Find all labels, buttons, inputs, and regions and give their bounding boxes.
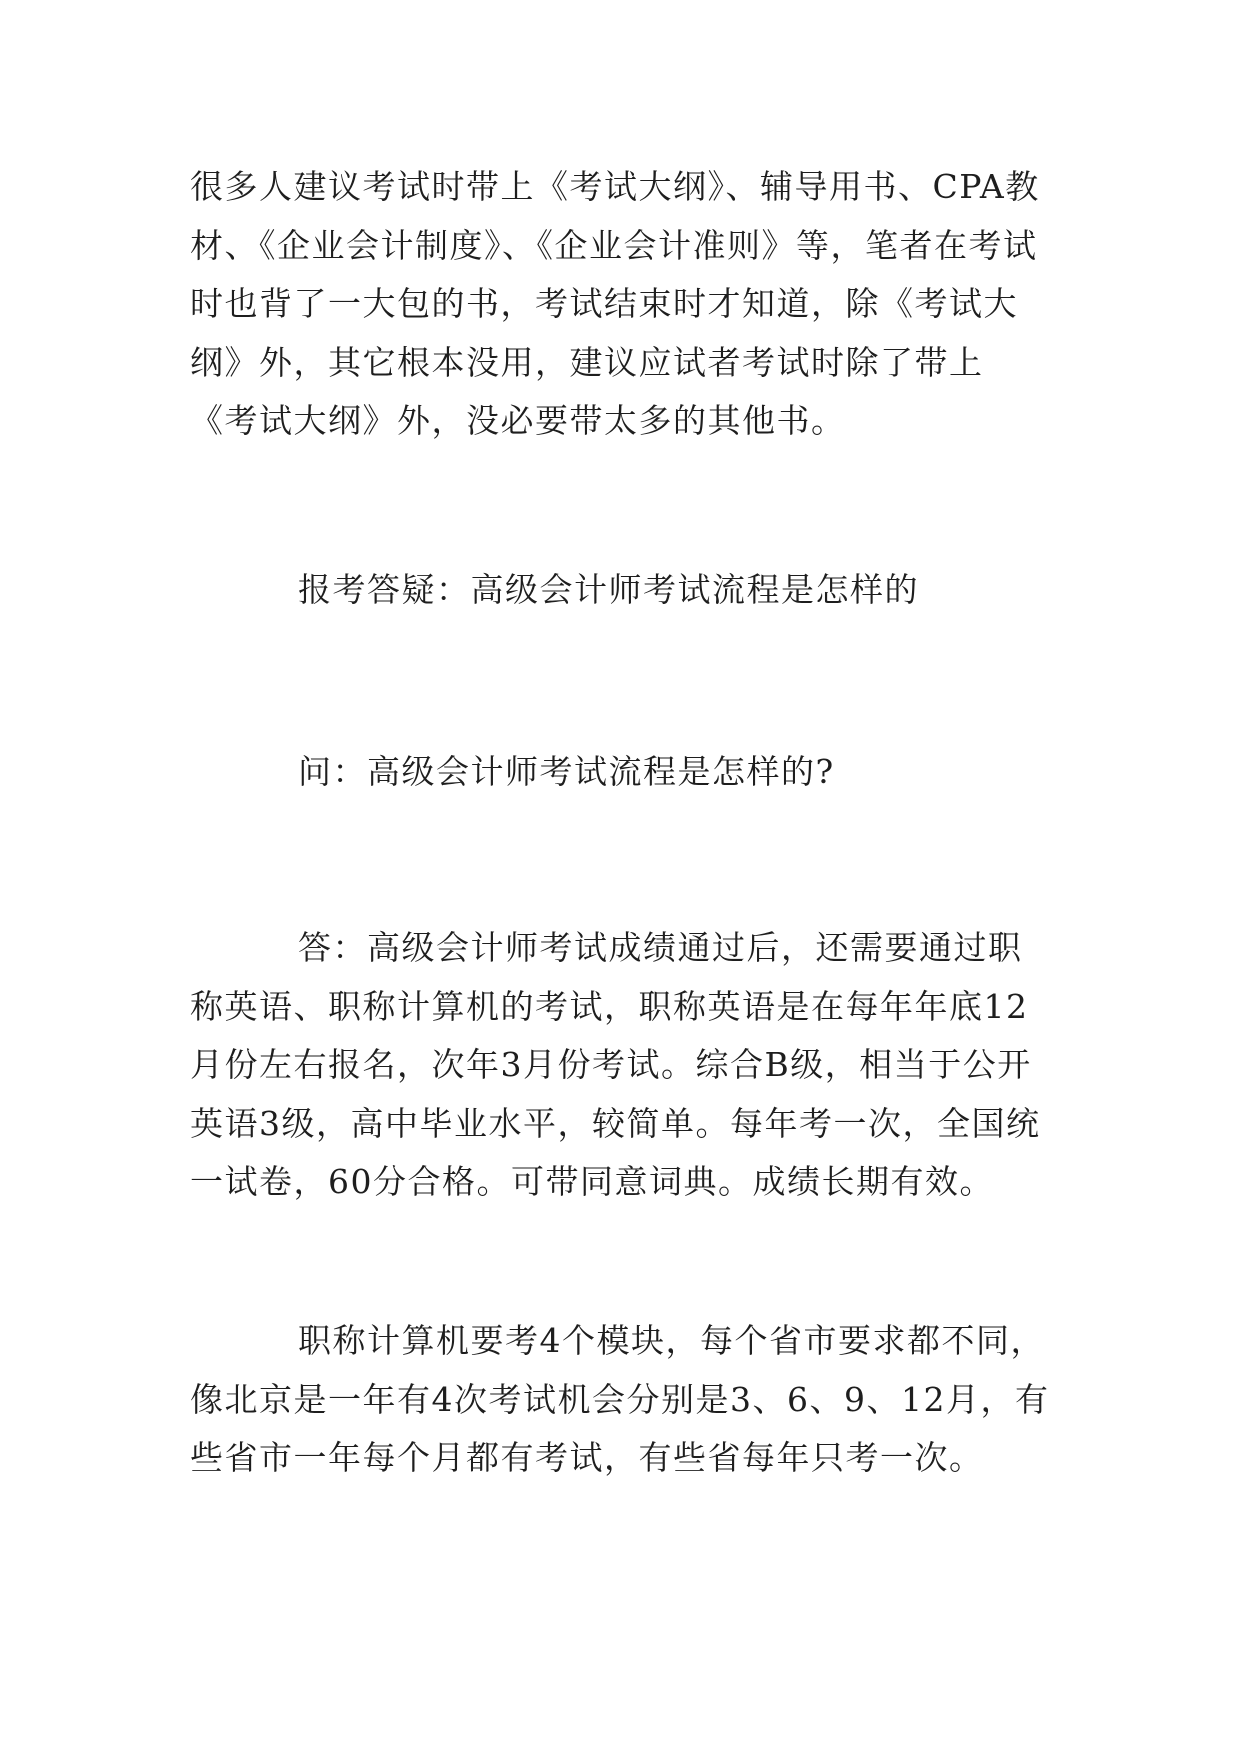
faq-heading: 报考答疑：高级会计师考试流程是怎样的	[298, 570, 919, 609]
answer-paragraph: 答：高级会计师考试成绩通过后，还需要通过职称英语、职称计算机的考试，职称英语是在每年年底12月份左右报名，次年3月份考试。综合B级，相当于公开英语3级，高中毕业水平，较简单。每年考一次，全国统一试卷，60分合格。可带同意词典。成绩长期有效。	[190, 928, 1041, 1201]
paragraph-advice-books: 很多人建议考试时带上《考试大纲》、辅导用书、CPA教材、《企业会计制度》、《企业会计准则》等，笔者在考试时也背了一大包的书，考试结束时才知道，除《考试大纲》外，其它根本没用，建议应试者考试时除了带上《考试大纲》外，没必要带太多的其他书。	[190, 167, 1040, 440]
question-paragraph: 问：高级会计师考试流程是怎样的?	[298, 752, 835, 791]
paragraph-computer-exam: 职称计算机要考4个模块，每个省市要求都不同，像北京是一年有4次考试机会分别是3、6、9、12月，有些省市一年每个月都有考试，有些省每年只考一次。	[190, 1321, 1050, 1477]
